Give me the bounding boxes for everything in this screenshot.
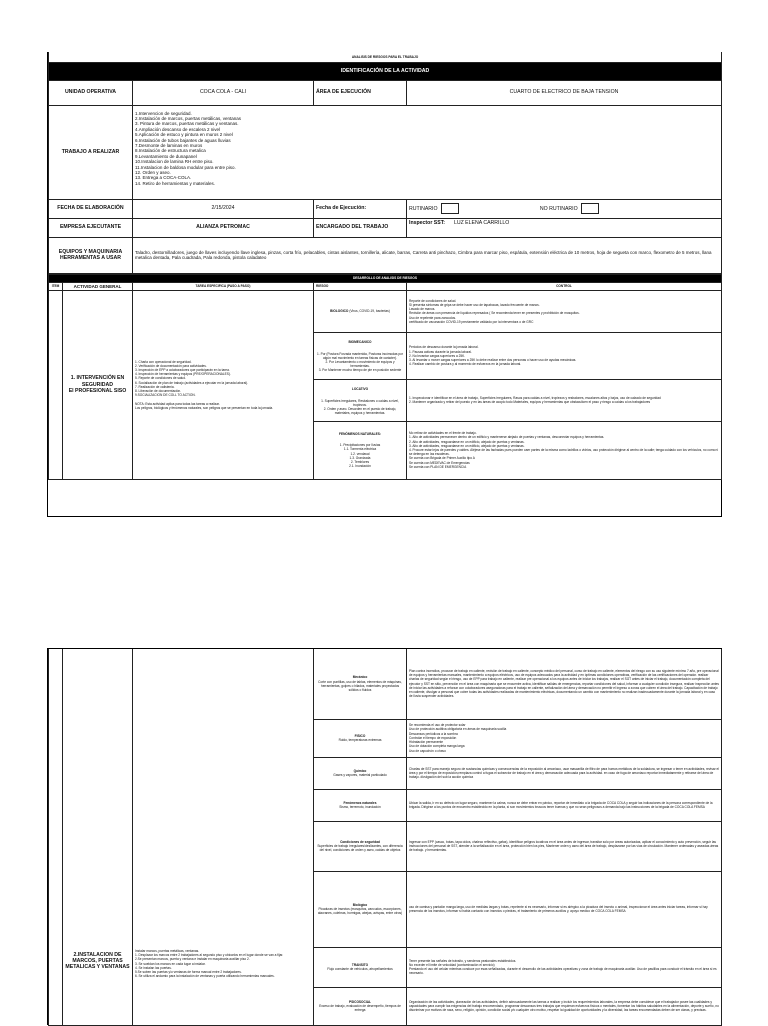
desarrollo-table (48, 274, 722, 480)
risk-title: PSICOSOCIAL (349, 999, 371, 1004)
risk-title: Condiciones de seguridad (340, 839, 380, 844)
trabajo-label: TRABAJO A REALIZAR (49, 105, 133, 199)
rutinario-checkbox[interactable] (441, 203, 459, 214)
risk2-1 (314, 649, 407, 719)
activity2-table (48, 649, 722, 1026)
risk-sub: Corte con puntillas, uso de tablas, elementos de máquinas, herramientas, golpes o hilados, materiales proyectados sólidos o fluidos (318, 679, 402, 692)
risk2-6 (314, 871, 407, 947)
risk-sub: Flujo constante de vehículos, atropellamientos (327, 967, 393, 971)
activity1-tasks: 1. Charla con operacional de seguridad. 2. Verificación de documentación para actividades. 3. Inspección de EPP a colaboradores que participarán en la tarea. 4. Inspección de herramientas y equipos (PRE/OPERACIONALES). 5. Reporte de condiciones de salud. 6. Socialización de plan de trabajo (actividades a ejecutar en la jornada laboral). 7. Realización de calistenia. 8. Liberación de documentación. 9.SOCIALIZACION DE COLL TO ACTION. NOTA: Esta actividad aplica para todas las tareas a realizar. Los peligros, biológicos y fenómenos naturales, son peligros que se presentan en toda la jornada. (133, 290, 314, 479)
desarrollo-title: DESARROLLO DE ANALISIS DE RIESGOS (49, 274, 722, 282)
col-control: CONTROL (407, 282, 722, 290)
page-1 (47, 52, 722, 517)
risk2-8 (314, 987, 407, 1025)
risk2-5 (314, 821, 407, 871)
risk2-7 (314, 947, 407, 987)
inspector-label: Inspector SST: (409, 219, 446, 226)
col-riesgo: RIESGO (314, 282, 407, 290)
risk-title: Fenómenos naturales (343, 800, 377, 805)
control2-2: Se recomienda el uso de protector solar Uso de protección auditiva obligatoria en áreas de maquinaria sucilia Descansos periódicos a la sombra Controlar el tiempo de exposición Hidratación permanente Uso de dotación completa manga larga Uso de capuchón o chavo (407, 719, 722, 757)
col-item: ITEM (49, 282, 63, 290)
empresa-value: ALIANZA PETROMAC (133, 218, 314, 237)
risk-sub: Gases y vapores, material particulado (333, 773, 387, 777)
item-cell-1 (49, 290, 63, 479)
trabajo-value: 1.Intervencion de seguridad. 2.Instalación de marcos, puertas metálicas, ventanas 3. Pintura de marcos, puertas metálicas y ventanas. 4.Ampliación descanso de escalera 2 nivel 5.Aplicación de estuco y pintura en muros 2 nivel 6.Instalación de tubos bajantes de aguas lluvias 7.Desmonte de laminas en muros 8.Instalación de estructura metalica 9.Levantamiento de dunapanel 10.Instalacion de lamina RH entre piso. 11.Instalacion de baldosa modular para entre piso. 12. Orden y aseo. 13. Entrega a COCA-COLA. 14. Retiro de herramientas y materiales. (133, 105, 722, 199)
control2-8: Organización de las actividades, planeación de las actividades, definir adecuadamente las tareas a realizar y incluir los requerimientos laborales, la empresa debe considerar que el trabajador posee las cualidades y capacidades para cumplir las exigencias del trabajo encomendado, programar descansos tres trabajos que requieran esfuerzos físicos o mentales, fomentar los hábitos saludables en la alimentación, deporte y sueño, no discriminar por motivos de raza, sexo, religión, opinión, condición social y/o cualquier otro motivo, respetar la igualdad de oportunidades y la diversidad, las tareas encomendadas deben de ser claras, y precisas. (407, 987, 722, 1025)
risk1-1 (314, 290, 407, 332)
risk-sub: Picaduras de insectos (mosquitos, zancudos, escorpiones, alacranes, culebras, hormigas, abejas, avispas, entre otros) (317, 906, 403, 916)
item-cell-2 (49, 649, 63, 1025)
risk-title: LOCATIVO (351, 387, 369, 392)
risk-title: BIOMECANICO (348, 340, 372, 345)
equipos-value: Taladro, destornilladores, juego de llaves incluyendo llave inglesa, pinzas, corta frío, pelacables, cintas aislantes, tornillería, alicate, barras, Carreta anti pinchazo, Cimbra para marcar piso, espátula, extensión eléctrica de 10 metros, hoja de segueta con marco, flexometro de 5 metros, llana metalica dentada, Pala cuadrada, Pala redonda, pistola caladateo (133, 237, 722, 273)
rutinario-label: RUTINARIO (409, 205, 438, 212)
risk-title: Mecánico (352, 675, 368, 680)
risk-title: BIOLOGICO (330, 309, 349, 314)
risk-sub: 1. Precipitaciones por lluvias 1.1. Tormenta eléctrica 1.2. vendaval 1.3. Granizada 2. Temblores 2.1. Inundación (339, 443, 381, 469)
rutina-cell (407, 199, 722, 218)
risk2-4 (314, 789, 407, 821)
control2-4: Ubicar la salida, ir en su defecto un lugar seguro, mantener la calma, nunca se debe entrar en pánico, reportar de inmediato a la brigada de COCA COLA y seguir las indicaciones de la persona correspondiente de la brigada. Dirigirse a los puntos de encuentro establecido en la planta, si son movimientos bruscos tener buenas y que no sean peligrosos a demanda bajo las instrucciones de la brigada de COCA COLA FEMSA (407, 789, 722, 821)
col-actividad: ACTIVIDAD GENERAL (63, 282, 133, 290)
risk-sub: Ruido, temperaturas extremas (338, 738, 382, 742)
risk-sub: Exceso de trabajo, evaluación de desempeño, tiempos de entrega (319, 1003, 401, 1013)
activity2-tasks: Instalar marcos, puertas metálicas, ventanas. 1. Desplazar los marcos entre 2 trabajadores al segundo piso y ubicarlos en el lugar donde se van a fijar. 2.Se presentan marcos, puerta y ventana e instalar en maquinaria auxiliar piso 2. 3. Se sueldan los marcos en cada lugar a instalar. 4. Se instalan las puertas. 5.Se suben las puertas y/o ventanas de forma manual entre 2 trabajadores. 6. Se utiliza el andamio para la instalación de ventanas y puerta utilizando herramientas manuales. (133, 649, 314, 1025)
risk-sub: Superficies de trabajo irregulares/deslizantes, con diferencia del nivel, condiciones de orden y aseo, caídas de objetos (317, 843, 403, 853)
risk-sub: 1. Por (Postura Forzada mantenida, Posturas incómodas por algún mal movimiento en tareas físicas de carácter). 2. Por Levantamiento o movimiento de equipos y herramientas. 3. Por Mantener mucho tiempo de pie en posición sedente (317, 351, 403, 373)
unidad-label: UNIDAD OPERATIVA (49, 80, 133, 105)
risk-title: FISICO (354, 733, 366, 738)
control2-5: Ingresar con EPP (casco, botas, tapa oídos, chaleco reflectivo, gafas), identificar peligros locativos en el área antes de ingresar, transitar solo por áreas autorizadas, aplicar el conocimiento y auto prevención, seguir las instrucciones del personal de SST, atender a la señalización en el área, protección bien los pies, Mantener orden y aseo del área de trabajo, desplazarse por las vías de circulación. Mantener ordenadas y aseadas áreas de trabajo. y herramientas. (407, 821, 722, 871)
col-tarea: TAREA ESPECIFICA (PASO A PASO) (133, 282, 314, 290)
fecha-value: 2/15/2024 (133, 199, 314, 218)
unidad-value: COCA COLA - CALI (133, 80, 314, 105)
risk2-3 (314, 757, 407, 789)
risk-title: Biológico (352, 902, 368, 907)
inspector-value: LUZ ELENA CARRILLO (453, 219, 510, 226)
doc-title: ANALISIS DE RIESGOS PARA EL TRABAJO (49, 52, 722, 62)
control1-1: Reporte de condiciones de salud. Si presenta síntomas de gripa se debe hacer uso de tapabocas, lavado frecuente de manos. Lavado de manos. Revisión de áreas con presencia de líquidos represados ( Se recomienda tener en presentes y prohibición de mosquitos. Uso de repelente para zancudos. certificado de vacunación COVID-19 previamente validado por la interventora o de GRC (407, 290, 722, 332)
risk-sub: (Virus, COVID-19, bacterias) (349, 309, 390, 314)
fecha-label: FECHA DE ELABORACIÓN (49, 199, 133, 218)
risk1-2 (314, 332, 407, 379)
risk-sub: Sismo, terremoto, inundación (339, 805, 381, 809)
risk2-2 (314, 719, 407, 757)
page-2 (47, 648, 722, 1025)
section-title: IDENTIFICACIÓN DE LA ACTIVIDAD (49, 62, 722, 80)
no-rutinario-label: NO RUTINARIO (539, 205, 578, 212)
empresa-label: EMPRESA EJECUTANTE (49, 218, 133, 237)
activity1-name: 1. INTERVENCIÓN EN SEGURIDAD El PROFESIONAL SISO (63, 290, 133, 479)
no-rutinario-checkbox[interactable] (581, 203, 599, 214)
risk1-3 (314, 379, 407, 421)
risk-title: FENÓMENOS NATURALES: (339, 431, 381, 436)
risk-sub: 1. Superficies irregulares, Resbalones o caídas a nivel, tropiezos. 2. Orden y aseo. Desorden en el puesto de trabajo, materiales, equipos y herramientas. (321, 398, 399, 416)
control2-7: Tener presente las señales de tránsito, y senderos peatonales establecidos. No exceder el límite de velocidad (contaminación el servicio) Prestando el uso del celular mientras conduce por esas señalizadas, durante el desarrollo de las actividades operativas y zona de trabajo de maquinaria auxiliar. Uso de pasilllos para conducir el tránsito en el área si es necesario. (407, 947, 722, 987)
control2-3: Charlas de SST para manejo seguro de sustancias químicas y consecuencias de la exposición al amoniaco, usar mascarilla de filtro de para humos metálicos de la soldadura, se ingresar o tener en actividades, revisar el área y por el tiempo de exposición,remplaza control a fugas el subsector de trabajo en el área y demarcación adecuada para la actividad. en caso de fuga de amoniaco reportar inmediatamente y retirarse del área de trabajo. divulgación del sub la acción química (407, 757, 722, 789)
fecha-ejec-label: Fecha de Ejecución: (314, 199, 407, 218)
risk1-4 (314, 421, 407, 479)
inspector-cell (407, 218, 722, 237)
encargado-label: ENCARGADO DEL TRABAJO (314, 218, 407, 237)
control1-4: Mo retirar de actividades en el frente de trabajo. 1. Alto de actividades permanecer dentro de un edificio y mantenerse alejado de puertas y ventanas, desconectar equipos y herramientas. 2. Alto de actividades, resguardarse en un edificio, alejado de puertas y ventanas. 3. Alto de actividades, resguardarse en un edificio, alejado de puertas y ventanas. 4. Procure estar lejos de paredes y cables. Aléjese de las fachadas pues pueden caer partes de la misma como ladrillos o vidrios, uso protección dirigirse al centro de la calle; tenga cuidado con los vehículos, no corra ni se detenga en las escaleras. Se cuenta con Brigada de Primer Auxilio tipo A Se cuenta con MEDEVAC de Emergencias Se cuenta con PLAN DE EMERGENCIA (407, 421, 722, 479)
identification-table (48, 52, 722, 274)
equipos-label: EQUIPOS Y MAQUINARIA HERRAMENTAS A USAR (49, 237, 133, 273)
control2-1: Plan contra incendios, procurar de trabajo en caliente, revisión de trabajo en caliente, concepto médico del personal, curso de trabajo en caliente, elementos del riesgo con su uso siguiente mínimo 7 año, pre operacional de equipos y herramientas manuales, mantenimiento a equipos eléctricos, uso de equipos adecuados para la actividad y en óptimas condiciones operativas, verificación de las certificaciones del operador. realizar charlas de seguridad según el riesgo, uso de EPP para trabajo en caliente, realizar pre operacional a los equipos antes de iniciar los trabajos, realizar el SGT antes de iniciar el trabajo, documentación completa del ejecutor y SST en sitio, prevención en el área con maquinaria que se encuentre activa, identificar salidas de emergencias, reportar condiciones del salud, informar a cualquier condición insegura, realizar inspección antes de iniciar las actividades a reforzar con colaboradores aseguradoras para el trabajo en caliente, señalización del área y demarcación no permitir el ingreso a zonas que cubren el área del trabajo. Capacitación de trabajo en caliente, divulgar a personal que cobre todas las actividades realizadas de mantenimiento eléctricas, documentando un cambio con mantenimiento no realizan inadecuadamente durante la jornada laboral y en caso de lluvia suspender actividades. (407, 649, 722, 719)
control2-6: uso de camisa y pantalón manga larga, uso de medidas largas y botas, repelente si es necesario, informar si es alérgico a la picadura del insecto o animal, inspeccionar el área antes iniciar tareas, informar si hay presencia de los insectos, informar si había contacto con insectos o piedras, el tratamiento de primeros auxilios y, apoyo medico de COCA COLA FEMSA (407, 871, 722, 947)
area-value: CUARTO DE ELECTRICO DE BAJA TENSION (407, 80, 722, 105)
control1-2: Periodos de descanso durante la jornada laboral. 1. Pausas activas durante la jornada laboral. 2. No levantar cargas superiores a 25K. 3. Al levantar o mover cargas superiores a 25K lo debe realizar entre dos personas o hacer uso de ayudas mecánicas. 4. Realizar cambio de postura y al momento de esfuerzos en la jornada laboral. (407, 332, 722, 379)
risk-title: Químico (353, 768, 367, 773)
control1-3: 1. Inspeccionar e identificar en el área de trabajo, Superficies irregulares, Rasos para caídas a nivel, tropiezos y resbalones, escalones altos y bajos, uso de calzado de seguridad 2. Mantener organizado y retirar del puesto y en las áreas de acopio todo Materiales, equipos y herramientas que obstaculicen el paso y riesgo a caídas a los trabajadores (407, 379, 722, 421)
area-label: ÁREA DE EJECUCIÓN (314, 80, 407, 105)
risk-title: TRANSITO (351, 962, 369, 967)
activity2-name: 2.INSTALACION DE MARCOS, PUERTAS METALICAS Y VENTANAS (63, 649, 133, 1025)
